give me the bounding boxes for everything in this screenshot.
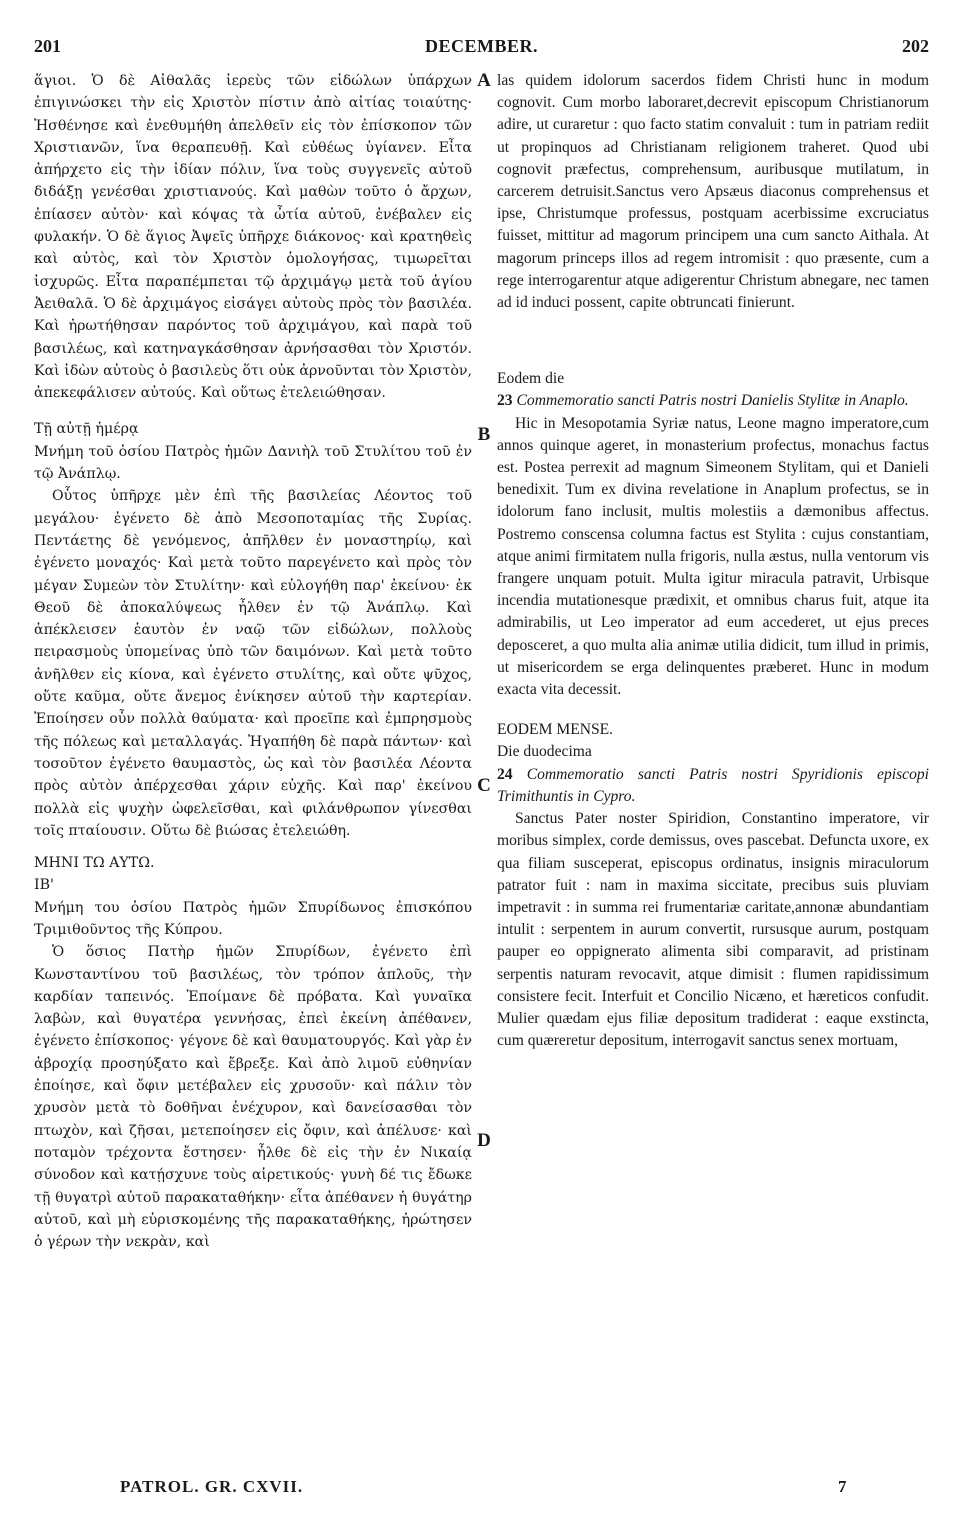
latin-heading-day-number: Die duodecima: [497, 743, 592, 761]
latin-heading-spyridon-text: Commemoratio sancti Patris nostri Spyridionis episcopi Trimithuntis in Cypro.: [497, 765, 929, 805]
greek-column: [34, 70, 472, 1253]
footer-signature: 7: [838, 1477, 847, 1496]
page-number-left: 201: [34, 36, 61, 56]
margin-marker-b: B: [477, 424, 491, 445]
latin-heading-spyridon: [497, 764, 929, 808]
margin-marker-a: A: [477, 70, 491, 91]
page-number-right: 202: [902, 36, 929, 56]
latin-heading-daniel-text: Commemoratio sancti Patris nostri Danielis Stylitæ in Anaplo.: [516, 392, 909, 410]
latin-paragraph-daniel: Hic in Mesopotamia Syriæ natus, Leone magno imperatore,cum annos quinque ageret, in monasterium profectus, monachus factus est. Postea perrexit ad magnum Simeonem Stylitam, qui et Danieli benedixit. Tum ex divina revelatione in Anaplum profectus, se in idolorum fano inclusit, multis molestiis a dæmonibus affectus. Postremo conscensa columna factus est Stylita : cujus constantiam, atque animi firmitatem nulla frigoris, nulla æstus, nulla ventorum vis frangere unquam potuit. Multa igitur miracula patravit, Urbisque incendia mutationesque prædixit, et omnibus charus fuit, atque ita admirabilis, ut Leo imperator ad eum accederet, ut ejus preces deposceret, a quo multa alia animæ utilia didicit, tum illud in primis, ut misericordem se erga delinquentes præberet. Hunc in modum exacta vita decessit.: [497, 414, 929, 699]
greek-paragraph-daniel: Οὗτος ὑπῆρχε μὲν ἐπὶ τῆς βασιλείας Λέοντος τοῦ μεγάλου· ἐγένετο δὲ ἀπὸ Μεσοποταμίας τῆς Συρίας. Πεντάετης δὲ γενόμενος, ἀπῆλθεν ἐν μοναστηρίῳ, καὶ ἐγένετο μοναχός· Καὶ μετὰ τοῦτο παρεγένετο καὶ πρὸς τὸν μέγαν Συμεὼν τὸν Στυλίτην· καὶ εὐλογήθη παρ' ἐκείνου· ἐκ Θεοῦ δὲ ἀποκαλύψεως ἦλθεν ἐν τῷ Ἀνάπλῳ. Καὶ ἀπέκλεισεν ἑαυτὸν ἐν ναῷ τῶν εἰδώλων, πολλοὺς πειρασμοὺς ὑπομείνας ὑπὸ τῶν δαιμόνων. Καὶ μετὰ τοῦτο ἀνῆλθεν εἰς κίονα, καὶ ἐγένετο στυλίτης, καὶ οὔτε ψῦχος, οὔτε καῦμα, οὔτε ἄνεμος ἐνίκησεν αὐτοῦ τὴν καρτερίαν. Ἐποίησεν οὖν πολλὰ θαύματα· καὶ προεῖπε καὶ ἐμπρησμοὺς τῆς πόλεως καὶ μεταλλαγάς. Ἠγαπήθη δὲ παρὰ πάντων· καὶ τοσοῦτον ἐγένετο θαυμαστὸς, ὡς καὶ τὸν βασιλέα Λέοντα πρὸς αὐτὸν ἀπέρχεσθαι χάριν εὐχῆς. Καὶ παρ' ἐκείνου πολλὰ εἰς ψυχὴν ὠφελεῖσθαι, καὶ φιλάνθρωπον γίνεσθαι τοῖς πταίουσιν. Οὕτω δὲ βιώσας ἐτελειώθη.: [34, 488, 472, 839]
latin-heading-same-day: Eodem die: [497, 370, 565, 388]
section-number-23: 23: [497, 392, 513, 410]
margin-marker-d: D: [477, 1130, 491, 1151]
greek-heading-day-number: ΙΒ': [34, 877, 54, 894]
greek-heading-same-day: Τῇ αὐτῇ ἡμέρᾳ: [34, 421, 139, 438]
latin-heading-month: EODEM MENSE.: [497, 721, 614, 739]
greek-paragraph-spyridon: Ὁ ὅσιος Πατὴρ ἡμῶν Σπυρίδων, ἐγένετο ἐπὶ Κωνσταντίνου τοῦ βασιλέως, τὸν τρόπον ἁπλοῦς, τὴν καρδίαν ταπεινός. Ἐποίμανε δὲ πρόβατα. Καὶ γυναῖκα λαβὼν, καὶ θυγατέρα γεννήσας, ἐπεὶ ἐκείνη ἀπέθανεν, ἐγένετο ἐπίσκοπος· γέγονε δὲ καὶ θαυματουργός. Καὶ γὰρ ἐν ἀβροχίᾳ προσηύξατο καὶ ἔβρεξε. Καὶ ἀπὸ λιμοῦ εὐθηνίαν ἐποίησε, καὶ ὄφιν μετέβαλεν εἰς χρυσοῦν· καὶ πάλιν τὸν χρυσὸν μετὰ τὸ δοθῆναι ἐνέχυρον, καὶ δανείσασθαι τὸν πτωχὸν, καὶ ζῆσαι, μετεποίησεν εἰς ὄφιν, καὶ ἀπέλυσε· καὶ ποταμὸν τρέχοντα ἔστησεν· ἦλθε δὲ εἰς τὴν ἐν Νικαίᾳ σύνοδον καὶ κατῄσχυνε τοὺς αἱρετικούς· γυνὴ δέ τις ἔδωκε τῇ θυγατρὶ αὐτοῦ παρακαταθήκην· εἶτα ἀπέθανεν ἡ θυγάτηρ αὐτοῦ, καὶ μὴ εὑρισκομένης τῆς παρακαταθήκης, ἠρώτησεν ὁ γέρων τὴν νεκρὰν, καὶ: [34, 944, 472, 1251]
section-number-24: 24: [497, 765, 513, 783]
footer-volume: PATROL. GR. CXVII.: [120, 1477, 304, 1496]
latin-heading-daniel: [497, 390, 929, 412]
latin-paragraph-spyridon: Sanctus Pater noster Spiridion, Constantino imperatore, vir moribus simplex, corde demissus, oves pascebat. Defuncta uxore, ex qua filiam susceperat, episcopus ordinatus, insignis miraculorum patrator fuit : nam in maxima siccitate, precibus suis pluviam impetravit : in summa rei frumentariæ caritate,annonæ abundantiam intulit : serpentem in aurum convertit, rursusque aurum, postquam pauper eo oppignerato alimenta sibi comparavit, ad pristinam serpentis naturam revocavit, atque dimisit : flumen rapidissimum consistere fecit. Interfuit et Concilio Nicæno, et hæreticos confudit. Mulier quædam ejus filiæ depositum tradiderat : eaque exstincta, cum quæreretur depositum, interrogavit sanctus senex mortuam,: [497, 810, 929, 1050]
greek-paragraph-aithalas: ἅγιοι. Ὁ δὲ Αἰθαλᾶς ἱερεὺς τῶν εἰδώλων ὑπάρχων ἐπιγινώσκει τὴν εἰς Χριστὸν πίστιν ἀπὸ αἰτίας τοιαύτης· Ἠσθένησε καὶ ἐνεθυμήθη ἀπελθεῖν εἰς τὸν ἐπίσκοπον τῶν Χριστιανῶν, ἵνα θεραπευθῇ. Καὶ εὐθέως ὑγίανεν. Εἶτα ἀπήρχετο εἰς τὴν ἰδίαν πόλιν, ἵνα τοὺς συγγενεῖς αὐτοῦ διδάξῃ γενέσθαι χριστιανούς. Καὶ μαθὼν τοῦτο ὁ ἄρχων, ἐπίασεν αὐτὸν· καὶ κόψας τὰ ὦτία αὐτοῦ, ἐνέβαλεν εἰς φυλακήν. Ὁ δὲ ἅγιος Ἀψεῖς ὑπῆρχε διάκονος· καὶ κρατηθεὶς καὶ αὐτὸς, καὶ τὸν Χριστὸν ὁμολογήσας, τιμωρεῖται ἰσχυρῶς. Εἶτα παραπέμπεται τῷ ἀρχιμάγῳ μετὰ τοῦ ἁγίου Ἀειθαλᾶ. Ὁ δὲ ἀρχιμάγος εἰσάγει αὐτοὺς πρὸς τὸν βασιλέα. Καὶ ἠρωτήθησαν παρόντος τοῦ ἀρχιμάγου, καὶ παρὰ τοῦ βασιλέως, καὶ κατηναγκάσθησαν ἀρνήσασθαι τὸν Χριστόν. Καὶ ἰδὼν αὐτοὺς ὁ βασιλεὺς ὅτι οὐκ ἀρνοῦνται τὸν Χριστὸν, ἀπεκεφάλισεν αὐτούς. Καὶ οὕτως ἐτελειώθησαν.: [34, 73, 472, 402]
greek-heading-month: ΜΗΝΙ ΤΩ ΑΥΤΩ.: [34, 855, 155, 872]
greek-heading-daniel: Μνήμη τοῦ ὁσίου Πατρὸς ἡμῶν Δανιὴλ τοῦ Στυλίτου τοῦ ἐν τῷ Ἀνάπλῳ.: [34, 443, 472, 483]
page-header: [34, 36, 929, 62]
latin-paragraph-aithalas: las quidem idolorum sacerdos fidem Christi hunc in modum cognovit. Cum morbo laboraret,decrevit episcopum Christianorum adire, ut curaretur : quo facto statim convaluit : tum in patriam rediit ut propinquos ad Christianam religionem traheret. Quod ubi cognovit præfectus, comprehensum, auribusque mutilatum, in carcerem detruisit.Sanctus vero Apsæus diaconus comprehensus et ipse, Christumque professus, postquam acerbissime excruciatus fuisset, mittitur ad magorum principem una cum sancto Aithala. At magorum princeps illos ad regem intromisit : quo præsente, cum a rege interrogarentur atque adigerentur Christum abnegare, nec tamen ad id induci possent, capite obtruncati finierunt.: [497, 72, 929, 312]
margin-marker-c: C: [477, 775, 491, 796]
latin-column: [497, 70, 929, 1052]
running-title: DECEMBER.: [424, 36, 538, 56]
greek-heading-spyridon: Μνήμη του ὁσίου Πατρὸς ἡμῶν Σπυρίδωνος ἐπισκόπου Τριμιθοῦντος τῆς Κύπρου.: [34, 899, 472, 938]
